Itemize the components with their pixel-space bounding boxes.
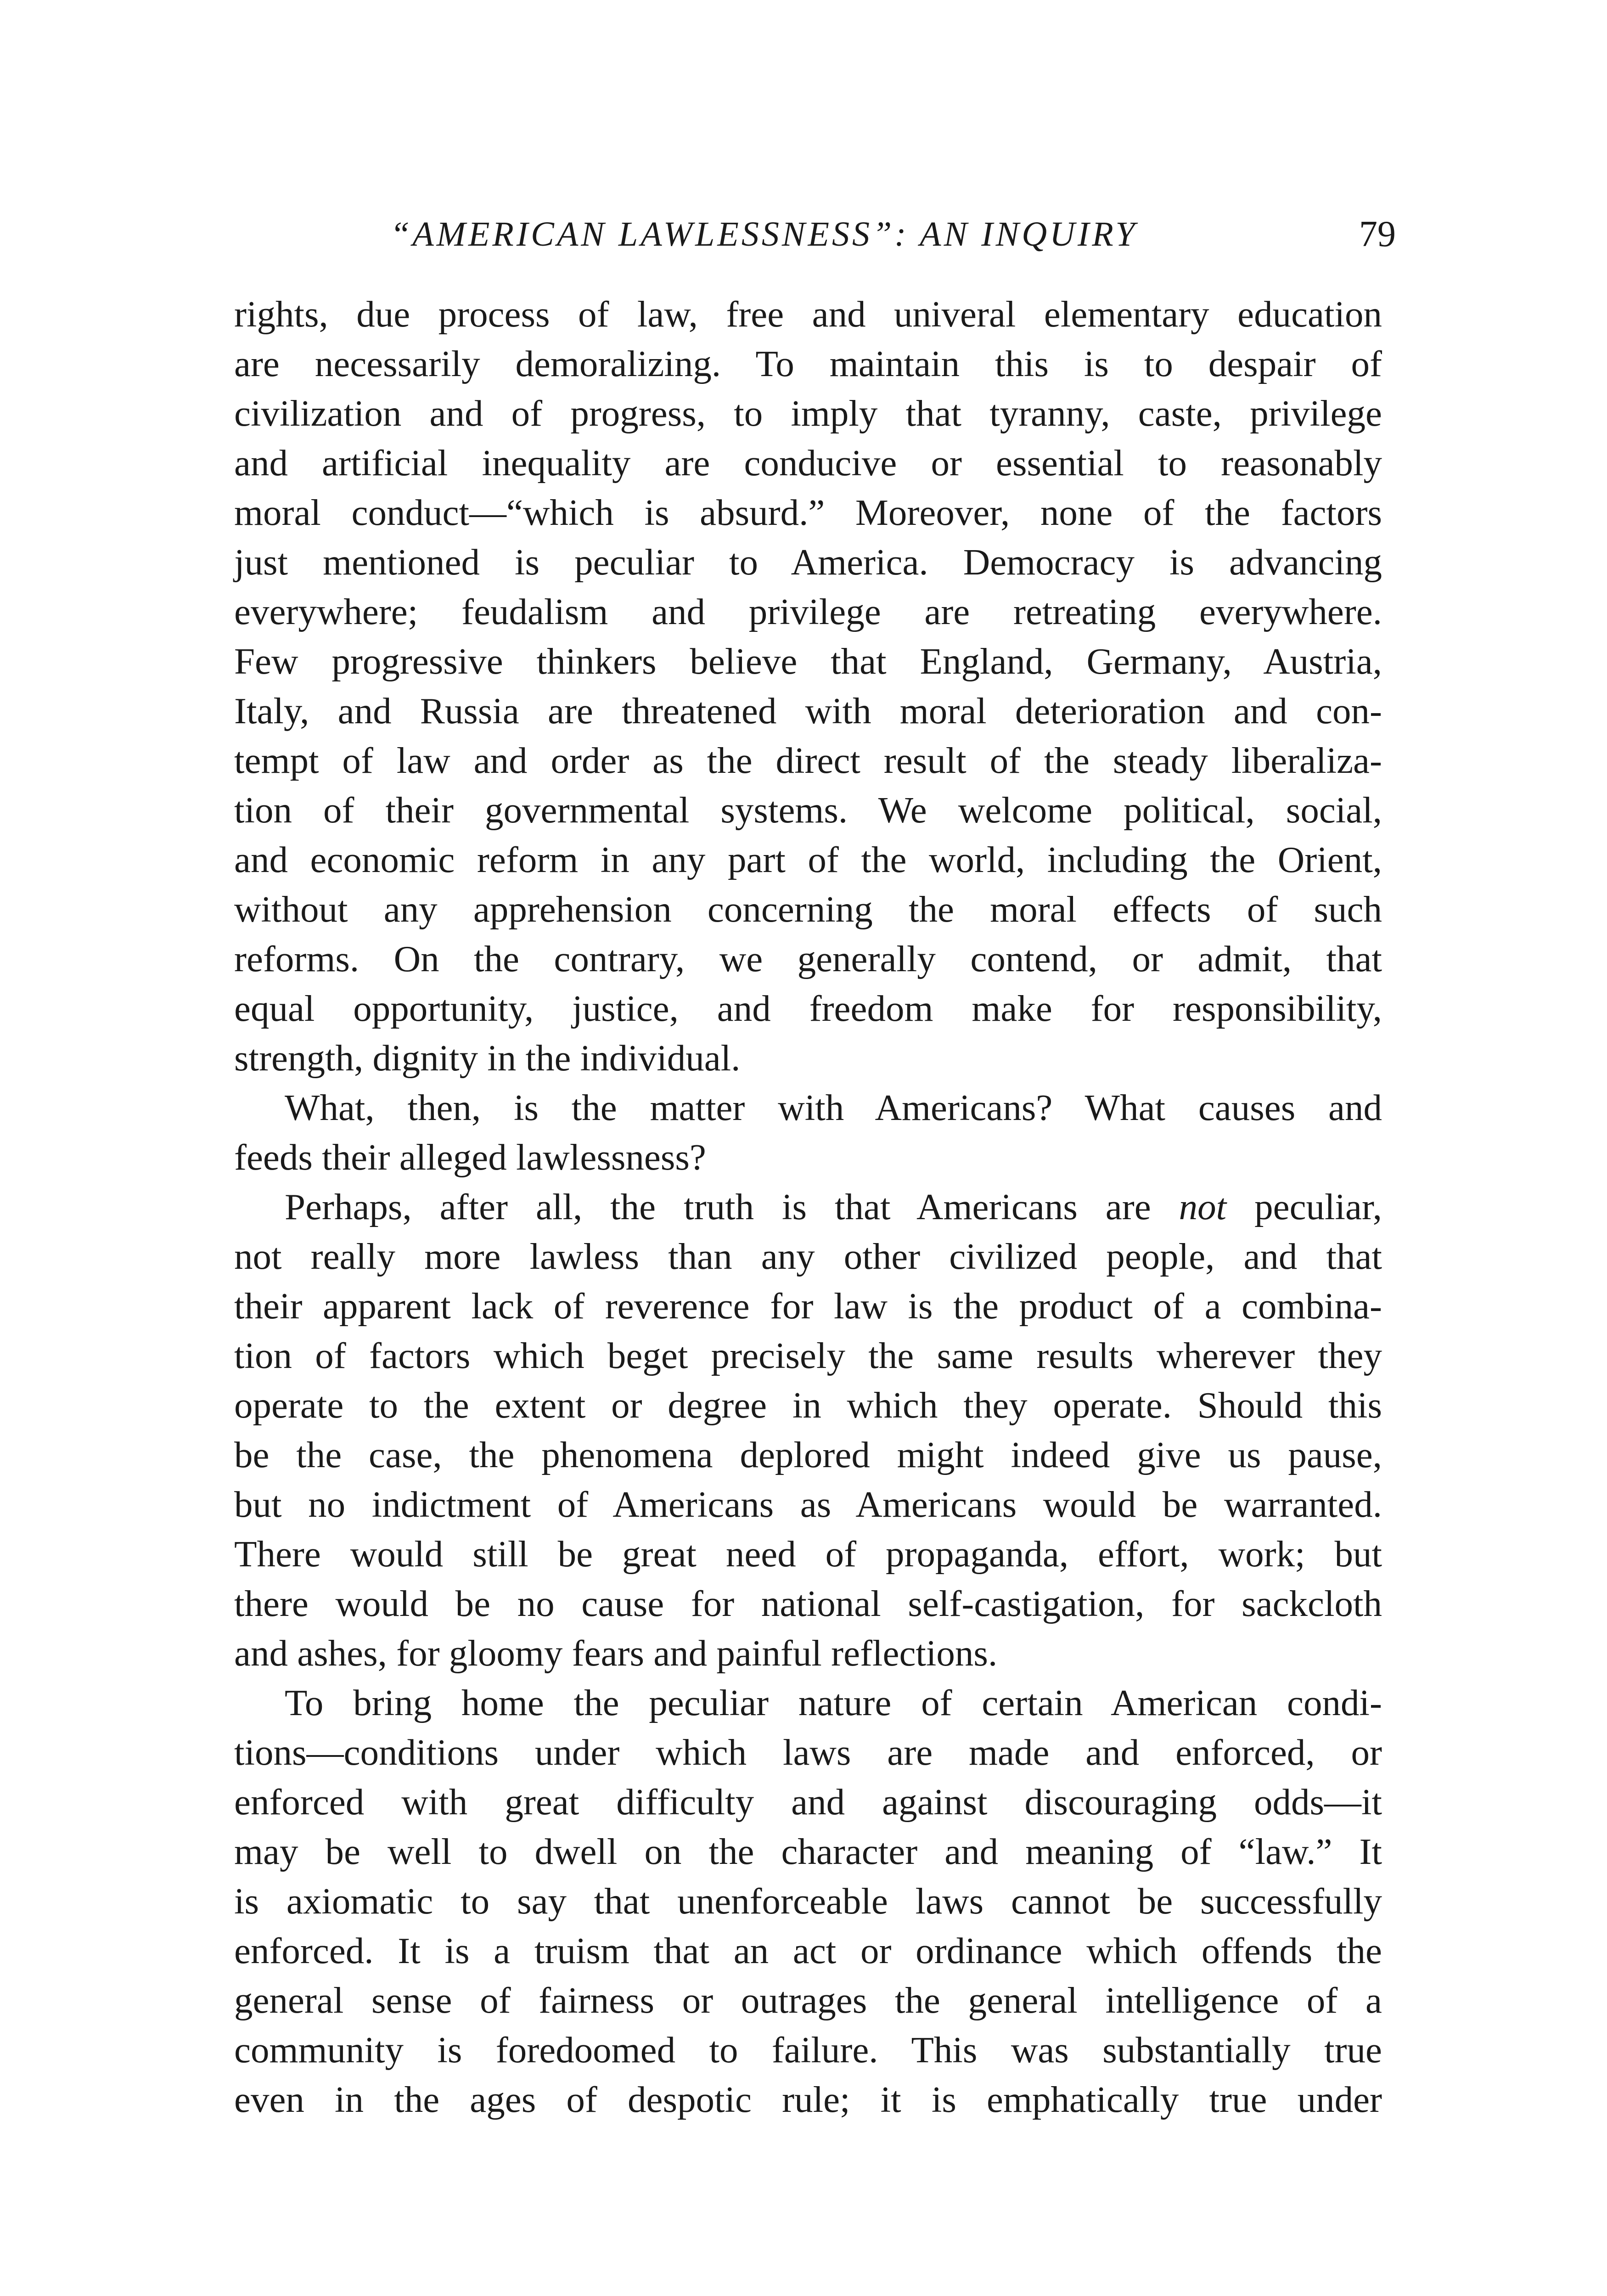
text-line: just mentioned is peculiar to America. Democracy is advancing (234, 541, 1382, 583)
text-line: be the case, the phenomena deplored might indeed give us pause, (234, 1434, 1382, 1475)
text-line: tempt of law and order as the direct result of the steady liberaliza- (234, 740, 1382, 781)
text-line: Few progressive thinkers believe that England, Germany, Austria, (234, 641, 1382, 682)
text-line: tion of factors which beget precisely the same results wherever they (234, 1335, 1382, 1376)
text-run: Perhaps, after all, the truth is that Americans are (285, 1186, 1179, 1227)
text-line: To bring home the peculiar nature of certain American condi- (285, 1682, 1382, 1723)
text-line-with-emphasis (234, 1182, 1382, 1232)
text-line: enforced. It is a truism that an act or ordinance which offends the (234, 1930, 1382, 1971)
text-line: rights, due process of law, free and univeral elementary education (234, 293, 1382, 335)
body-text (234, 289, 1382, 2124)
text-run: peculiar, (1226, 1186, 1382, 1227)
text-line: enforced with great difficulty and against discouraging odds—it (234, 1781, 1382, 1823)
text-line: moral conduct—“which is absurd.” Moreover, none of the factors (234, 492, 1382, 533)
emphasis-word: not (1179, 1186, 1227, 1227)
page-number: 79 (1359, 214, 1396, 254)
text-line: What, then, is the matter with Americans? What causes and (285, 1087, 1382, 1128)
text-line: and ashes, for gloomy fears and painful reflections. (234, 1632, 998, 1674)
text-line: and artificial inequality are conducive or essential to reasonably (234, 442, 1382, 484)
text-line: not really more lawless than any other civilized people, and that (234, 1236, 1382, 1277)
text-line: general sense of fairness or outrages the general intelligence of a (234, 1980, 1382, 2021)
text-line: without any apprehension concerning the moral effects of such (234, 889, 1382, 930)
text-line: strength, dignity in the individual. (234, 1037, 741, 1079)
text-line: and economic reform in any part of the world, including the Orient, (234, 839, 1382, 880)
text-line: is axiomatic to say that unenforceable laws cannot be successfully (234, 1880, 1382, 1922)
text-line: Italy, and Russia are threatened with moral deterioration and con- (234, 690, 1382, 732)
text-line: their apparent lack of reverence for law is the product of a combina- (234, 1285, 1382, 1327)
text-line: tions—conditions under which laws are made and enforced, or (234, 1732, 1382, 1773)
text-line: There would still be great need of propaganda, effort, work; but (234, 1533, 1382, 1575)
text-line: reforms. On the contrary, we generally contend, or admit, that (234, 938, 1382, 979)
text-line: community is foredoomed to failure. This was substantially true (234, 2029, 1382, 2071)
text-line: are necessarily demoralizing. To maintain this is to despair of (234, 343, 1382, 384)
text-line: may be well to dwell on the character and meaning of “law.” It (234, 1831, 1382, 1872)
text-line: equal opportunity, justice, and freedom make for responsibility, (234, 988, 1382, 1029)
text-line: feeds their alleged lawlessness? (234, 1137, 706, 1178)
text-line: operate to the extent or degree in which they operate. Should this (234, 1384, 1382, 1426)
running-head (225, 209, 1396, 259)
text-line: there would be no cause for national self-castigation, for sackcloth (234, 1583, 1382, 1624)
running-title: “AMERICAN LAWLESSNESS”: AN INQUIRY (390, 215, 1138, 253)
text-line: but no indictment of Americans as Americans would be warranted. (234, 1484, 1382, 1525)
text-line: civilization and of progress, to imply that tyranny, caste, privilege (234, 393, 1382, 434)
text-line: everywhere; feudalism and privilege are retreating everywhere. (234, 591, 1382, 632)
text-line: even in the ages of despotic rule; it is emphatically true under (234, 2079, 1382, 2120)
text-line: tion of their governmental systems. We welcome political, social, (234, 789, 1382, 831)
